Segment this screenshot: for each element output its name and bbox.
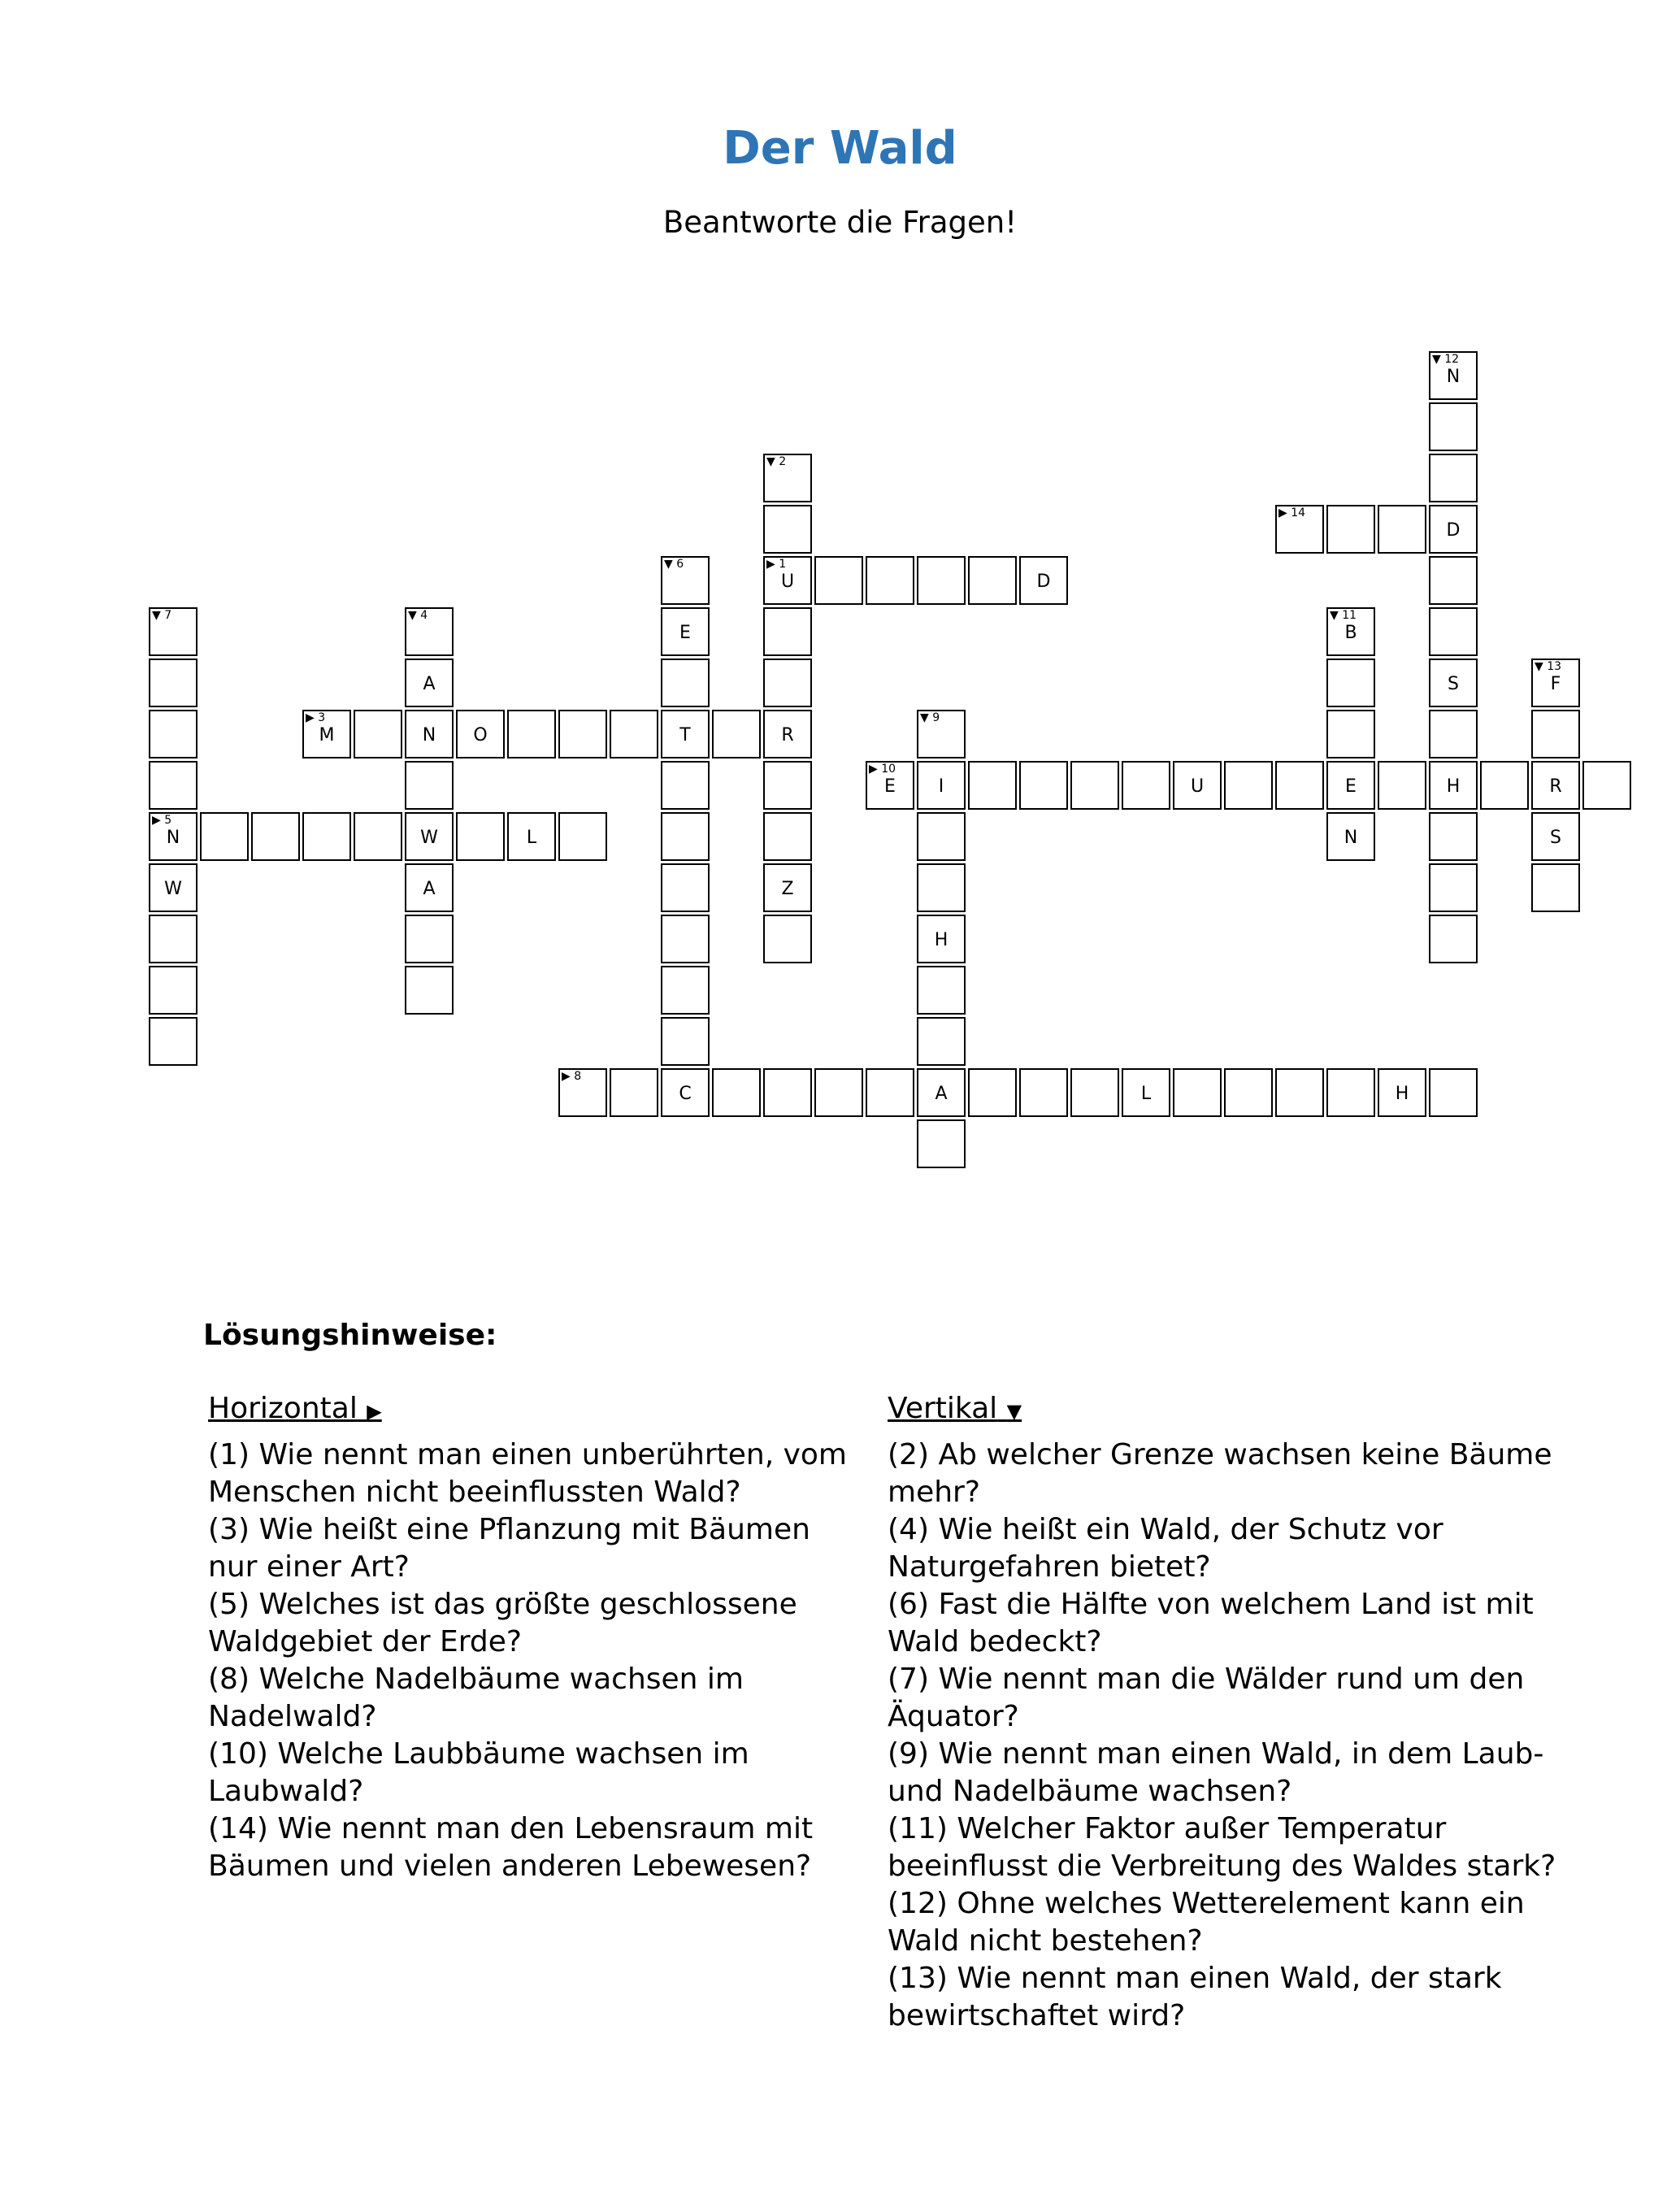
- grid-cell[interactable]: [1429, 454, 1478, 502]
- clue-number: [869, 763, 896, 776]
- grid-cell[interactable]: [405, 915, 454, 963]
- clue-number: [1330, 609, 1357, 622]
- grid-cell[interactable]: [763, 658, 812, 707]
- grid-cell[interactable]: [1480, 761, 1529, 810]
- grid-cell[interactable]: [917, 1119, 966, 1168]
- cell-letter: C: [679, 1084, 692, 1104]
- grid-cell[interactable]: [763, 863, 812, 912]
- grid-cell[interactable]: [1531, 710, 1580, 758]
- right-arrow-icon: ▶: [152, 814, 161, 827]
- clue-across-3: (3) Wie heißt eine Pflanzung mit Bäumen nur einer Art?: [208, 1513, 810, 1584]
- grid-cell[interactable]: [149, 812, 198, 861]
- grid-cell[interactable]: [1582, 761, 1631, 810]
- cell-letter: A: [423, 674, 436, 694]
- grid-cell[interactable]: [763, 812, 812, 861]
- grid-cell[interactable]: [507, 812, 556, 861]
- grid-cell[interactable]: [1224, 1068, 1273, 1117]
- page-subtitle: Beantworte die Fragen!: [662, 205, 1018, 240]
- clue-number-value: 12: [1440, 353, 1460, 366]
- grid-cell[interactable]: [712, 710, 761, 758]
- grid-cell[interactable]: [1429, 556, 1478, 605]
- clue-number: [1278, 506, 1305, 519]
- page-title: Der Wald: [723, 122, 957, 175]
- grid-cell[interactable]: [1326, 761, 1375, 810]
- down-arrow-icon: ▼: [152, 609, 161, 622]
- cell-letter: N: [422, 725, 436, 745]
- cell-letter: D: [1036, 572, 1051, 592]
- grid-cell[interactable]: [610, 1068, 658, 1117]
- grid-cell[interactable]: [1429, 1068, 1478, 1117]
- grid-cell[interactable]: [1275, 1068, 1324, 1117]
- grid-cell[interactable]: [1173, 1068, 1222, 1117]
- cell-letter: T: [679, 725, 691, 745]
- grid-cell[interactable]: [661, 915, 710, 963]
- cell-letter: U: [780, 572, 795, 592]
- down-arrow-icon: ▼: [1432, 353, 1441, 366]
- grid-cell[interactable]: [661, 1017, 710, 1066]
- cell-letter: B: [1344, 623, 1357, 643]
- grid-cell[interactable]: [661, 607, 710, 656]
- down-arrow-icon: ▼: [1330, 609, 1339, 622]
- grid-cell[interactable]: [1429, 863, 1478, 912]
- clue-down-2: (2) Ab welcher Grenze wachsen keine Bäume mehr?: [888, 1438, 1552, 1509]
- clue-number: [408, 609, 428, 622]
- grid-cell[interactable]: [917, 1068, 966, 1117]
- grid-cell[interactable]: [661, 761, 710, 810]
- grid-cell[interactable]: [1326, 812, 1375, 861]
- grid-cell[interactable]: [405, 966, 454, 1015]
- vertical-clues: [888, 1390, 1562, 2035]
- right-arrow-icon: ▶: [306, 711, 315, 724]
- cell-letter: A: [423, 879, 436, 899]
- grid-cell[interactable]: [968, 761, 1017, 810]
- clue-number: [664, 558, 684, 571]
- grid-cell[interactable]: [814, 1068, 863, 1117]
- grid-cell[interactable]: [763, 556, 812, 605]
- grid-cell[interactable]: [1429, 607, 1478, 656]
- clue-number-value: 9: [928, 711, 940, 724]
- clue-across-1: (1) Wie nennt man einen unberührten, vom Menschen nicht beeinflussten Wald?: [208, 1438, 847, 1509]
- clue-down-7: (7) Wie nennt man die Wälder rund um den Äquator?: [888, 1663, 1525, 1733]
- down-arrow-icon: ▼: [766, 455, 775, 468]
- clue-down-11: (11) Welcher Faktor außer Temperatur beeinflusst die Verbreitung des Waldes stark?: [888, 1812, 1556, 1883]
- cell-letter: E: [1345, 776, 1357, 797]
- grid-cell[interactable]: [405, 863, 454, 912]
- cell-letter: E: [884, 776, 896, 797]
- clue-number-value: 6: [672, 558, 684, 571]
- clue-number-value: 14: [1287, 506, 1306, 519]
- down-arrow-icon: ▼: [1535, 660, 1543, 673]
- clue-down-6: (6) Fast die Hälfte von welchem Land ist mit Wald bedeckt?: [888, 1588, 1534, 1658]
- cell-letter: L: [526, 828, 537, 848]
- clue-number: [920, 711, 940, 724]
- grid-cell[interactable]: [610, 710, 658, 758]
- cell-letter: R: [1549, 776, 1562, 797]
- grid-cell[interactable]: [149, 658, 198, 707]
- cell-letter: M: [319, 725, 335, 745]
- vertical-heading: [888, 1390, 1562, 1430]
- vertical-label: Vertikal: [888, 1392, 998, 1425]
- clue-number-value: 13: [1543, 660, 1562, 673]
- right-arrow-icon: ▶: [1278, 506, 1287, 519]
- clue-number-value: 10: [877, 763, 896, 776]
- cell-letter: F: [1550, 674, 1561, 694]
- grid-cell[interactable]: [1429, 710, 1478, 758]
- grid-cell[interactable]: [405, 658, 454, 707]
- grid-cell[interactable]: [456, 812, 505, 861]
- clue-number-value: 8: [570, 1070, 582, 1083]
- right-arrow-icon: ▶: [367, 1400, 382, 1423]
- grid-cell[interactable]: [149, 863, 198, 912]
- grid-cell[interactable]: [149, 607, 198, 656]
- grid-cell[interactable]: [1429, 402, 1478, 451]
- grid-cell[interactable]: [1019, 761, 1068, 810]
- cell-letter: H: [934, 930, 949, 950]
- clue-number-value: 7: [160, 609, 172, 622]
- grid-cell[interactable]: [1070, 761, 1119, 810]
- grid-cell[interactable]: [763, 454, 812, 502]
- cell-letter: S: [1448, 674, 1459, 694]
- horizontal-heading: [208, 1390, 850, 1430]
- grid-cell[interactable]: [1378, 1068, 1426, 1117]
- grid-cell[interactable]: [302, 812, 351, 861]
- grid-cell[interactable]: [1275, 761, 1324, 810]
- clue-number: [766, 558, 786, 571]
- grid-cell[interactable]: [405, 710, 454, 758]
- horizontal-label: Horizontal: [208, 1392, 358, 1425]
- grid-cell[interactable]: [149, 915, 198, 963]
- clue-number-value: 2: [775, 455, 787, 468]
- grid-cell[interactable]: [1326, 710, 1375, 758]
- grid-cell[interactable]: [661, 556, 710, 605]
- clue-number-value: 5: [160, 814, 172, 827]
- down-arrow-icon: ▼: [920, 711, 929, 724]
- clue-number: [306, 711, 325, 724]
- grid-cell[interactable]: [917, 710, 966, 758]
- grid-cell[interactable]: [917, 1017, 966, 1066]
- grid-cell[interactable]: [1429, 915, 1478, 963]
- grid-cell[interactable]: [405, 607, 454, 656]
- clue-number-value: 4: [416, 609, 428, 622]
- cell-letter: I: [938, 776, 944, 797]
- grid-cell[interactable]: [763, 505, 812, 554]
- down-arrow-icon: ▼: [664, 558, 673, 571]
- grid-cell[interactable]: [1326, 658, 1375, 707]
- grid-cell[interactable]: [968, 1068, 1017, 1117]
- grid-cell[interactable]: [302, 710, 351, 758]
- clue-number-value: 1: [775, 558, 787, 571]
- grid-cell[interactable]: [1531, 863, 1580, 912]
- grid-cell[interactable]: [1019, 556, 1068, 605]
- cell-letter: U: [1190, 776, 1205, 797]
- clue-number: [1535, 660, 1561, 673]
- clue-across-14: (14) Wie nennt man den Lebensraum mit Bäumen und vielen anderen Lebewesen?: [208, 1812, 814, 1883]
- grid-cell[interactable]: [763, 710, 812, 758]
- grid-cell[interactable]: [507, 710, 556, 758]
- cell-letter: E: [679, 623, 691, 643]
- grid-cell[interactable]: [661, 863, 710, 912]
- grid-cell[interactable]: [1070, 1068, 1119, 1117]
- cell-letter: O: [473, 725, 488, 745]
- grid-cell[interactable]: [456, 710, 505, 758]
- grid-cell[interactable]: [1429, 505, 1478, 554]
- grid-cell[interactable]: [354, 812, 402, 861]
- grid-cell[interactable]: [866, 556, 914, 605]
- grid-cell[interactable]: [1531, 761, 1580, 810]
- grid-cell[interactable]: [1531, 658, 1580, 707]
- clue-across-5: (5) Welches ist das größte geschlossene Waldgebiet der Erde?: [208, 1588, 797, 1658]
- right-arrow-icon: ▶: [869, 763, 878, 776]
- clue-down-4: (4) Wie heißt ein Wald, der Schutz vor Naturgefahren bietet?: [888, 1513, 1443, 1584]
- grid-cell[interactable]: [814, 556, 863, 605]
- grid-cell[interactable]: [1224, 761, 1273, 810]
- grid-cell[interactable]: [763, 915, 812, 963]
- grid-cell[interactable]: [558, 710, 607, 758]
- cell-letter: S: [1550, 828, 1561, 848]
- grid-cell[interactable]: [917, 761, 966, 810]
- cell-letter: N: [166, 828, 180, 848]
- grid-cell[interactable]: [1122, 1068, 1170, 1117]
- grid-cell[interactable]: [661, 658, 710, 707]
- grid-cell[interactable]: [1378, 761, 1426, 810]
- grid-cell[interactable]: [866, 761, 914, 810]
- cell-letter: H: [1395, 1084, 1409, 1104]
- grid-cell[interactable]: [251, 812, 300, 861]
- grid-cell[interactable]: [661, 966, 710, 1015]
- grid-cell[interactable]: [1326, 505, 1375, 554]
- clue-across-10: (10) Welche Laubbäume wachsen im Laubwald?: [208, 1737, 749, 1808]
- grid-cell[interactable]: [1173, 761, 1222, 810]
- horizontal-clues: [208, 1390, 850, 1885]
- grid-cell[interactable]: [917, 863, 966, 912]
- cell-letter: W: [420, 828, 438, 848]
- cell-letter: H: [1446, 776, 1461, 797]
- grid-cell[interactable]: [354, 710, 402, 758]
- cell-letter: A: [935, 1084, 948, 1104]
- grid-cell[interactable]: [1275, 505, 1324, 554]
- right-arrow-icon: ▶: [766, 558, 775, 571]
- clue-number: [562, 1070, 581, 1083]
- grid-cell[interactable]: [405, 812, 454, 861]
- clue-down-12: (12) Ohne welches Wetterelement kann ein Wald nicht bestehen?: [888, 1887, 1525, 1958]
- grid-cell[interactable]: [661, 710, 710, 758]
- grid-cell[interactable]: [1531, 812, 1580, 861]
- cell-letter: R: [781, 725, 794, 745]
- grid-cell[interactable]: [763, 607, 812, 656]
- grid-cell[interactable]: [968, 556, 1017, 605]
- cell-letter: D: [1446, 520, 1461, 541]
- grid-cell[interactable]: [917, 812, 966, 861]
- grid-cell[interactable]: [200, 812, 249, 861]
- clue-number-value: 11: [1338, 609, 1357, 622]
- grid-cell[interactable]: [712, 1068, 761, 1117]
- grid-cell[interactable]: [558, 1068, 607, 1117]
- grid-cell[interactable]: [1429, 761, 1478, 810]
- down-arrow-icon: ▼: [408, 609, 417, 622]
- clue-number-value: 3: [314, 711, 326, 724]
- grid-cell[interactable]: [1429, 351, 1478, 400]
- grid-cell[interactable]: [558, 812, 607, 861]
- right-arrow-icon: ▶: [562, 1070, 571, 1083]
- clue-number: [766, 455, 786, 468]
- down-arrow-icon: ▼: [1006, 1400, 1022, 1423]
- cell-letter: Z: [781, 879, 794, 899]
- grid-cell[interactable]: [149, 710, 198, 758]
- grid-cell[interactable]: [1429, 658, 1478, 707]
- grid-cell[interactable]: [763, 761, 812, 810]
- grid-cell[interactable]: [149, 761, 198, 810]
- grid-cell[interactable]: [661, 1068, 710, 1117]
- grid-cell[interactable]: [763, 1068, 812, 1117]
- cell-letter: L: [1140, 1084, 1152, 1104]
- clue-number: [1432, 353, 1459, 366]
- grid-cell[interactable]: [1326, 607, 1375, 656]
- hints-heading: Lösungshinweise:: [203, 1319, 497, 1352]
- cell-letter: N: [1344, 828, 1358, 848]
- cell-letter: N: [1446, 367, 1461, 387]
- grid-cell[interactable]: [1122, 761, 1170, 810]
- grid-cell[interactable]: [149, 966, 198, 1015]
- grid-cell[interactable]: [917, 556, 966, 605]
- clue-down-9: (9) Wie nennt man einen Wald, in dem Laub- und Nadelbäume wachsen?: [888, 1737, 1544, 1808]
- grid-cell[interactable]: [1019, 1068, 1068, 1117]
- grid-cell[interactable]: [917, 966, 966, 1015]
- cell-letter: W: [164, 879, 182, 899]
- grid-cell[interactable]: [1429, 812, 1478, 861]
- grid-cell[interactable]: [1326, 1068, 1375, 1117]
- grid-cell[interactable]: [866, 1068, 914, 1117]
- grid-cell[interactable]: [1378, 505, 1426, 554]
- grid-cell[interactable]: [405, 761, 454, 810]
- clue-number: [152, 609, 171, 622]
- clue-across-8: (8) Welche Nadelbäume wachsen im Nadelwald?: [208, 1663, 744, 1733]
- grid-cell[interactable]: [917, 915, 966, 963]
- clue-down-13: (13) Wie nennt man einen Wald, der stark bewirtschaftet wird?: [888, 1962, 1502, 2032]
- grid-cell[interactable]: [149, 1017, 198, 1066]
- grid-cell[interactable]: [661, 812, 710, 861]
- clue-number: [152, 814, 171, 827]
